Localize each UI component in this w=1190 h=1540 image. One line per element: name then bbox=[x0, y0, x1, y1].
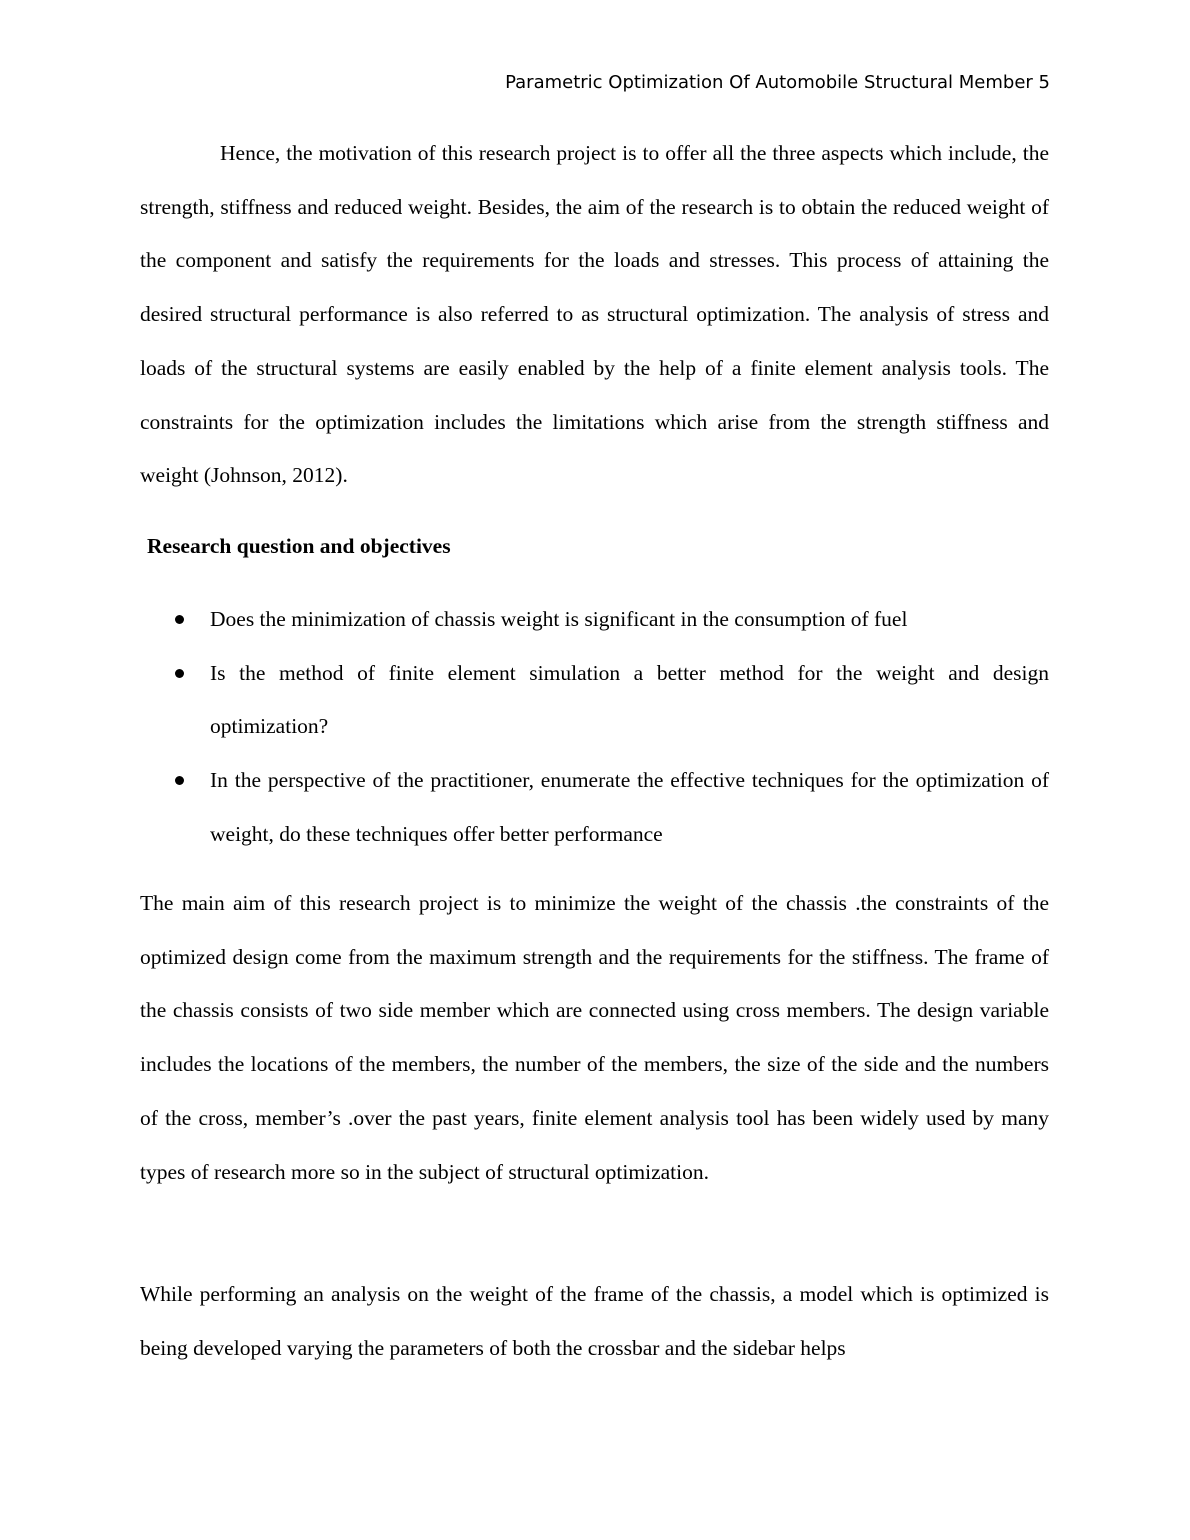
section-heading: Research question and objectives bbox=[147, 534, 451, 558]
paragraph-main-aim: The main aim of this research project is to minimize the weight of the chassis .the constraints of the optimized design come from the maximum strength and the requirements for the stiffness. The frame of the chassis consists of two side member which are connected using cross members. The design variable includes the locations of the members, the number of the members, the size of the side and the numbers of the cross, member’s .over the past years, finite element analysis tool has been widely used by many types of research more so in the subject of structural optimization. bbox=[140, 891, 1049, 1184]
list-item-text: Does the minimization of chassis weight is significant in the consumption of fuel bbox=[210, 607, 908, 631]
bullet-icon bbox=[175, 615, 184, 624]
list-item-text: Is the method of finite element simulation a better method for the weight and design optimization? bbox=[210, 660, 1049, 739]
bullet-icon bbox=[175, 776, 184, 785]
list-item bbox=[210, 593, 1049, 647]
running-header bbox=[505, 70, 1050, 96]
running-title: Parametric Optimization Of Automobile Structural Member bbox=[505, 72, 1033, 93]
research-questions-list bbox=[210, 593, 1049, 862]
list-item bbox=[210, 754, 1049, 861]
bullet-icon bbox=[175, 669, 184, 678]
paragraph-analysis: While performing an analysis on the weight of the frame of the chassis, a model which is optimized is being developed varying the parameters of both the crossbar and the sidebar helps bbox=[140, 1282, 1049, 1360]
list-item bbox=[210, 647, 1049, 754]
page-number: 5 bbox=[1038, 72, 1050, 93]
paragraph-motivation: Hence, the motivation of this research project is to offer all the three aspects which include, the strength, stiffness and reduced weight. Besides, the aim of the research is to obtain the reduced weight of the component and satisfy the requirements for the loads and stresses. This process of attaining the desired structural performance is also referred to as structural optimization. The analysis of stress and loads of the structural systems are easily enabled by the help of a finite element analysis tools. The constraints for the optimization includes the limitations which arise from the strength stiffness and weight (Johnson, 2012). bbox=[140, 141, 1049, 488]
list-item-text: In the perspective of the practitioner, enumerate the effective techniques for the optimization of weight, do these techniques offer better performance bbox=[210, 768, 1049, 846]
